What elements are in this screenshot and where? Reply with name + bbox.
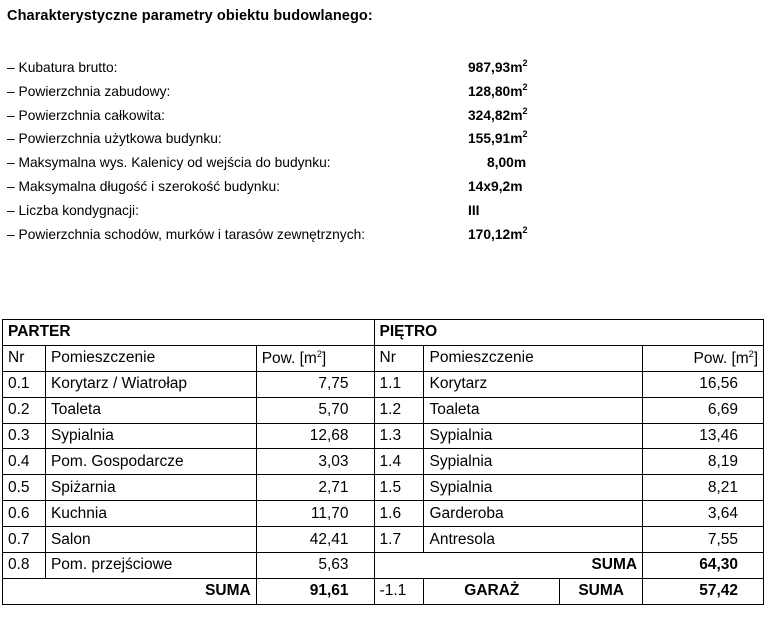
room-nr: 0.8 (3, 553, 46, 579)
room-nr: 0.1 (3, 371, 46, 397)
room-area: 7,55 (643, 527, 764, 553)
param-row (7, 82, 627, 106)
parter-sum-label: SUMA (3, 578, 257, 604)
room-nr: 1.5 (374, 475, 424, 501)
param-row (7, 58, 627, 82)
garage-name: GARAŻ (424, 578, 560, 604)
room-nr: 1.1 (374, 371, 424, 397)
room-nr: 1.6 (374, 501, 424, 527)
garage-nr: -1.1 (374, 578, 424, 604)
room-name: Spiżarnia (45, 475, 256, 501)
param-row (7, 153, 627, 177)
column-header-nr: Nr (374, 345, 424, 371)
room-nr: 1.7 (374, 527, 424, 553)
room-nr: 1.4 (374, 449, 424, 475)
room-name: Kuchnia (45, 501, 256, 527)
room-nr: 0.5 (3, 475, 46, 501)
param-value: 8,00m (487, 155, 527, 171)
garage-sum-value: 57,42 (643, 578, 764, 604)
parter-title: PARTER (3, 320, 375, 346)
room-nr: 1.3 (374, 423, 424, 449)
param-label: – Powierzchnia zabudowy: (7, 83, 171, 99)
document-title: Charakterystyczne parametry obiektu budowlanego: (7, 8, 373, 24)
table-row (3, 423, 764, 449)
param-row (7, 201, 627, 225)
pietro-sum-label: SUMA (374, 553, 643, 579)
param-value: 14x9,2m (468, 178, 523, 194)
param-value: $128,80m^2$ (468, 81, 528, 99)
param-value: $324,82m^2$ (468, 105, 528, 123)
room-area: 5,63 (256, 553, 374, 579)
pietro-title: PIĘTRO (374, 320, 763, 346)
garage-sum-label: SUMA (560, 578, 643, 604)
param-value: $987,93m^2$ (468, 58, 528, 75)
room-name: Toaleta (424, 397, 643, 423)
room-area: 11,70 (256, 501, 374, 527)
room-name: Salon (45, 527, 256, 553)
param-label: – Powierzchnia użytkowa budynku: (7, 131, 222, 147)
room-name: Garderoba (424, 501, 643, 527)
column-header-area: Pow. $[m^2]$ (256, 345, 374, 371)
room-area: 8,21 (643, 475, 764, 501)
room-area: 42,41 (256, 527, 374, 553)
room-name: Sypialnia (424, 449, 643, 475)
room-nr: 0.4 (3, 449, 46, 475)
room-name: Toaleta (45, 397, 256, 423)
room-nr: 0.3 (3, 423, 46, 449)
param-label: – Powierzchnia całkowita: (7, 107, 165, 123)
room-name: Korytarz (424, 371, 643, 397)
table-row (3, 371, 764, 397)
table-row (3, 449, 764, 475)
room-name: Pom. Gospodarcze (45, 449, 256, 475)
room-nr: 0.7 (3, 527, 46, 553)
room-nr: 0.2 (3, 397, 46, 423)
parameters-list (7, 58, 627, 248)
rooms-table (2, 319, 764, 605)
room-nr: 0.6 (3, 501, 46, 527)
table-row (3, 501, 764, 527)
param-label: – Powierzchnia schodów, murków i tarasów zewnętrznych: (7, 226, 366, 242)
sum-row (3, 578, 764, 604)
param-row (7, 129, 627, 153)
room-area: 16,56 (643, 371, 764, 397)
room-name: Sypialnia (424, 475, 643, 501)
room-area: 3,64 (643, 501, 764, 527)
param-row (7, 177, 627, 201)
room-name: Sypialnia (424, 423, 643, 449)
room-area: 7,75 (256, 371, 374, 397)
param-label: – Liczba kondygnacji: (7, 202, 139, 218)
param-label: – Kubatura brutto: (7, 60, 118, 75)
table-header-row (3, 320, 764, 346)
column-header-area: Pow. $[m^2]$ (643, 345, 764, 371)
room-name: Pom. przejściowe (45, 553, 256, 579)
param-label: – Maksymalna długość i szerokość budynku: (7, 178, 281, 194)
param-row (7, 225, 627, 249)
param-row (7, 106, 627, 130)
room-area: 5,70 (256, 397, 374, 423)
room-area: 2,71 (256, 475, 374, 501)
room-name: Korytarz / Wiatrołap (45, 371, 256, 397)
room-name: Sypialnia (45, 423, 256, 449)
table-row (3, 475, 764, 501)
table-row (3, 397, 764, 423)
table-row (3, 527, 764, 553)
column-header-nr: Nr (3, 345, 46, 371)
column-header-room: Pomieszczenie (424, 345, 643, 371)
table-row (3, 553, 764, 579)
room-nr: 1.2 (374, 397, 424, 423)
parter-sum-value: 91,61 (256, 578, 374, 604)
pietro-sum-value: 64,30 (643, 553, 764, 579)
param-value: $155,91m^2$ (468, 129, 528, 147)
room-area: 3,03 (256, 449, 374, 475)
column-header-row (3, 345, 764, 371)
room-area: 8,19 (643, 449, 764, 475)
room-name: Antresola (424, 527, 643, 553)
param-value: III (468, 202, 480, 218)
column-header-room: Pomieszczenie (45, 345, 256, 371)
room-area: 6,69 (643, 397, 764, 423)
room-area: 12,68 (256, 423, 374, 449)
param-label: – Maksymalna wys. Kalenicy od wejścia do budynku: (7, 155, 331, 171)
param-value: $170,12m^2$ (468, 224, 528, 242)
room-area: 13,46 (643, 423, 764, 449)
